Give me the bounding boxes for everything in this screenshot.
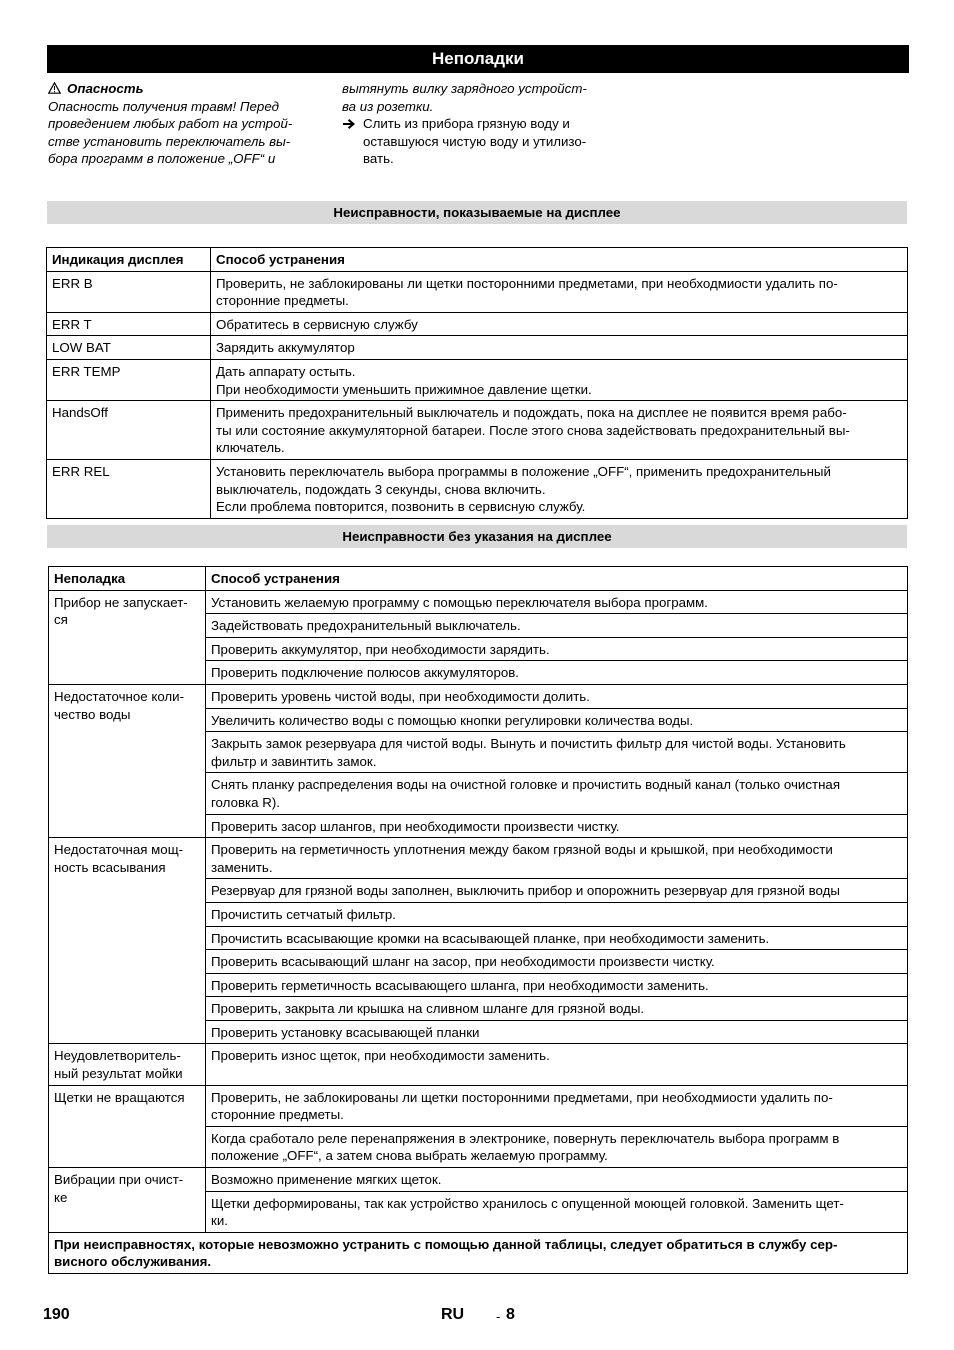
warning-line: Опасность получения травм! Перед	[48, 98, 279, 114]
remedy-line: Снять планку распределения воды на очистной головке и прочистить водный канал (только очистная	[211, 777, 841, 793]
warning-heading	[48, 80, 328, 98]
display-code-cell: HandsOff	[47, 401, 211, 460]
arrow-right-icon	[342, 118, 356, 130]
remedy-cell	[206, 614, 908, 638]
remedy-cell	[206, 814, 908, 838]
fault-cell	[49, 1168, 206, 1233]
remedy-cell	[206, 637, 908, 661]
remedy-cell	[206, 732, 908, 773]
table-header-row	[49, 567, 908, 591]
remedy-line: Проверить всасывающий шланг на засор, при необходимости произвести чистку.	[211, 954, 715, 970]
warning-triangle-icon	[48, 82, 61, 94]
remedy-cell	[206, 838, 908, 879]
remedy-line: При необходимости уменьшить прижимное давление щетки.	[216, 381, 592, 397]
sub-page-number: 8	[506, 1306, 515, 1323]
step-line: вать.	[363, 151, 394, 167]
remedy-line: Проверить на герметичность уплотнения между баком грязной воды и крышкой, при необходимости	[211, 842, 833, 858]
step-text	[363, 115, 621, 168]
remedy-line: Проверить подключение полюсов аккумуляторов.	[211, 665, 519, 681]
remedy-line: головка R).	[211, 794, 280, 810]
remedy-cell	[211, 312, 908, 336]
step-item	[341, 115, 621, 168]
table-row	[49, 838, 908, 879]
column-header: Индикация дисплея	[47, 248, 211, 272]
fault-line: Недостаточная мощ-	[54, 842, 184, 858]
remedy-line: Проверить, не заблокированы ли щетки посторонними предметами, при необходмиости удалить по-	[216, 275, 838, 291]
remedy-cell	[206, 1020, 908, 1044]
note-line: висного обслуживания.	[54, 1254, 212, 1270]
remedy-line: Щетки деформированы, так как устройство хранилось с опущенной моющей головкой. Заменить щет-	[211, 1195, 844, 1211]
fault-cell	[49, 684, 206, 837]
remedy-line: Увеличить количество воды с помощью кнопки регулировки количества воды.	[211, 712, 694, 728]
remedy-cell	[206, 773, 908, 814]
fault-line: ке	[54, 1189, 68, 1205]
remedy-line: выключатель, подождать 3 секунды, снова включить.	[216, 481, 546, 497]
fault-cell	[49, 590, 206, 684]
table-row	[47, 359, 908, 400]
remedy-line: заменить.	[211, 859, 273, 875]
fault-line: ся	[54, 612, 68, 628]
display-code-cell: ERR B	[47, 271, 211, 312]
fault-line: Неудовлетворитель-	[54, 1048, 181, 1064]
fault-line: чество воды	[54, 706, 131, 722]
remedy-line: Зарядить аккумулятор	[216, 340, 355, 356]
remedy-cell	[206, 879, 908, 903]
table-row	[49, 590, 908, 614]
page-number: 190	[43, 1306, 70, 1323]
table-header-row	[47, 248, 908, 272]
remedy-cell	[211, 336, 908, 360]
remedy-line: Проверить аккумулятор, при необходимости зарядить.	[211, 641, 550, 657]
column-header: Неполадка	[49, 567, 206, 591]
table-row	[47, 401, 908, 460]
remedy-cell	[211, 401, 908, 460]
warning-line: ва из розетки.	[342, 98, 434, 114]
remedy-cell	[206, 708, 908, 732]
table-row	[47, 336, 908, 360]
remedy-line: Возможно применение мягких щеток.	[211, 1172, 442, 1188]
remedy-line: фильтр и завинтить замок.	[211, 753, 377, 769]
language-code: RU	[441, 1306, 465, 1323]
remedy-line: Закрыть замок резервуара для чистой воды. Вынуть и почистить фильтр для чистой воды. Установить	[211, 736, 846, 752]
warning-line: проведением любых работ на устрой-	[48, 116, 293, 132]
display-errors-table	[46, 247, 908, 519]
table-row	[49, 1085, 908, 1126]
warning-text-continued	[341, 80, 621, 115]
remedy-cell	[206, 1126, 908, 1167]
remedy-cell	[206, 973, 908, 997]
step-line: Слить из прибора грязную воду и	[363, 116, 570, 132]
remedy-cell	[211, 459, 908, 518]
step-line: оставшуюся чистую воду и утилизо-	[363, 133, 587, 149]
remedy-line: Проверить засор шлангов, при необходимости произвести чистку.	[211, 818, 620, 834]
table-row	[47, 312, 908, 336]
remedy-line: Установить переключатель выбора программы в положение „OFF“, применить предохранительный	[216, 463, 831, 479]
remedy-line: сторонние предметы.	[216, 293, 349, 309]
remedy-line: ты или состояние аккумуляторной батареи. После этого снова задействовать предохранительный вы-	[216, 422, 850, 438]
remedy-cell	[206, 902, 908, 926]
remedy-cell	[211, 359, 908, 400]
warning-line: стве установить переключатель вы-	[48, 133, 291, 149]
fault-line: ность всасывания	[54, 859, 166, 875]
remedy-line: Проверить, закрыта ли крышка на сливном шланге для грязной воды.	[211, 1001, 645, 1017]
fault-line: Прибор не запускает-	[54, 594, 188, 610]
remedy-cell	[206, 684, 908, 708]
remedy-line: ключатель.	[216, 440, 285, 456]
table-row	[47, 271, 908, 312]
remedy-cell	[206, 1044, 908, 1085]
remedy-cell	[206, 997, 908, 1021]
remedy-line: Проверить износ щеток, при необходимости заменить.	[211, 1048, 550, 1064]
table-row	[49, 684, 908, 708]
fault-cell	[49, 838, 206, 1044]
intro-column-2	[341, 80, 621, 168]
remedy-line: сторонние предметы.	[211, 1107, 344, 1123]
column-header: Способ устранения	[206, 567, 908, 591]
page-title: Неполадки	[47, 45, 909, 73]
remedy-line: Обратитесь в сервисную службу	[216, 316, 418, 332]
warning-text	[48, 98, 328, 168]
remedy-cell	[206, 590, 908, 614]
remedy-cell	[206, 950, 908, 974]
remedy-line: Когда сработало реле перенапряжения в электронике, повернуть переключатель выбора программ в	[211, 1130, 840, 1146]
table-row	[49, 1044, 908, 1085]
remedy-cell	[206, 926, 908, 950]
fault-line: Щетки не вращаются	[54, 1089, 185, 1105]
remedy-line: Если проблема повторится, позвонить в сервисную службу.	[216, 499, 586, 515]
display-code-cell: ERR TEMP	[47, 359, 211, 400]
faults-table	[48, 566, 908, 1274]
remedy-line: Резервуар для грязной воды заполнен, выключить прибор и опорожнить резервуар для грязной воды	[211, 883, 840, 899]
display-code-cell: ERR REL	[47, 459, 211, 518]
remedy-line: Проверить уровень чистой воды, при необходимости долить.	[211, 688, 590, 704]
warning-line: вытянуть вилку зарядного устройст-	[342, 81, 587, 96]
remedy-line: Установить желаемую программу с помощью переключателя выбора программ.	[211, 594, 708, 610]
fault-cell	[49, 1085, 206, 1167]
table-row	[49, 1168, 908, 1192]
remedy-line: Проверить установку всасывающей планки	[211, 1024, 480, 1040]
remedy-line: Дать аппарату остыть.	[216, 363, 356, 379]
remedy-cell	[206, 1191, 908, 1232]
remedy-line: Задействовать предохранительный выключатель.	[211, 618, 521, 634]
remedy-cell	[211, 271, 908, 312]
remedy-line: Прочистить сетчатый фильтр.	[211, 906, 396, 922]
footer-dash: -	[496, 1309, 501, 1324]
remedy-cell	[206, 1085, 908, 1126]
column-header: Способ устранения	[211, 248, 908, 272]
remedy-line: ки.	[211, 1213, 228, 1229]
remedy-line: Прочистить всасывающие кромки на всасывающей планке, при необходимости заменить.	[211, 930, 770, 946]
fault-line: Недостаточное коли-	[54, 688, 185, 704]
fault-line: Вибрации при очист-	[54, 1172, 184, 1188]
remedy-cell	[206, 1168, 908, 1192]
note-line: При неисправностях, которые невозможно устранить с помощью данной таблицы, следует обратиться в службу сер-	[54, 1236, 838, 1252]
remedy-line: Проверить, не заблокированы ли щетки посторонними предметами, при необходмиости удалить по-	[211, 1089, 833, 1105]
display-code-cell: LOW BAT	[47, 336, 211, 360]
fault-line: ный результат мойки	[54, 1066, 183, 1082]
remedy-cell	[206, 661, 908, 685]
remedy-line: Проверить герметичность всасывающего шланга, при необходимости заменить.	[211, 977, 709, 993]
warning-block	[48, 80, 328, 168]
service-note	[49, 1232, 908, 1273]
table-footer-row	[49, 1232, 908, 1273]
section-2-title: Неисправности без указания на дисплее	[47, 525, 907, 548]
warning-line: бора программ в положение „OFF“ и	[48, 151, 276, 167]
display-code-cell: ERR T	[47, 312, 211, 336]
fault-cell	[49, 1044, 206, 1085]
remedy-line: положение „OFF“, а затем снова выбрать желаемую программу.	[211, 1148, 608, 1164]
remedy-line: Применить предохранительный выключатель и подождать, пока на дисплее не появится время рабо-	[216, 405, 847, 421]
table-row	[47, 459, 908, 518]
warning-label: Опасность	[67, 81, 144, 96]
section-1-title: Неисправности, показываемые на дисплее	[47, 201, 907, 224]
